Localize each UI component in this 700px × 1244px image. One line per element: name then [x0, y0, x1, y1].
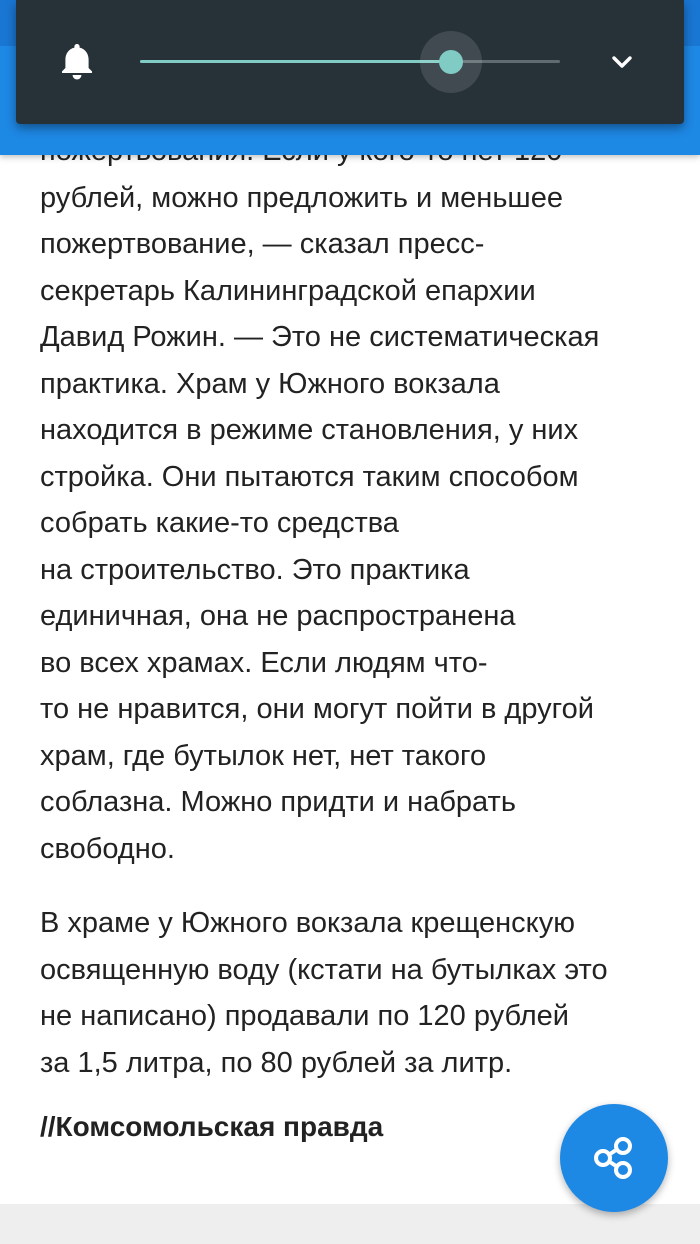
chevron-down-icon[interactable]: [606, 46, 638, 78]
paragraph-line: не написано) продавали по 120 рублей: [40, 1000, 570, 1032]
share-icon: [592, 1136, 636, 1180]
paragraph-line: рублей, можно предложить и меньшее: [40, 181, 563, 214]
article-paragraph: [40, 900, 670, 1086]
article-source: //Комсомольская правда: [40, 1111, 384, 1142]
paragraph-line: находится в режиме становления, у них: [40, 414, 579, 446]
paragraph-line: В храме у Южного вокзала крещенскую: [40, 907, 575, 939]
volume-slider[interactable]: [140, 40, 560, 84]
slider-thumb[interactable]: [439, 50, 463, 74]
paragraph-line: во всех храмах. Если людям что-: [40, 646, 488, 679]
footer-band: [0, 1204, 700, 1244]
paragraph-line: Давид Рожин. — Это не систематическая: [40, 321, 600, 353]
paragraph-line: практика. Храм у Южного вокзала: [40, 367, 500, 400]
paragraph-line: стройка. Они пытаются таким способом: [40, 460, 579, 493]
paragraph-line: то не нравится, они могут пойти в другой: [40, 693, 594, 725]
paragraph-line: соблазна. Можно придти и набрать: [40, 786, 516, 818]
bell-icon[interactable]: [56, 40, 98, 82]
paragraph-line: за 1,5 литра, по 80 рублей за литр.: [40, 1046, 513, 1079]
paragraph-line: единичная, она не распространена: [40, 600, 516, 632]
paragraph-line: освященную воду (кстати на бутылках это: [40, 953, 608, 986]
article-paragraph: [40, 128, 670, 872]
article-body: [40, 128, 670, 1150]
paragraph-line: пожертвование, — сказал пресс-: [40, 228, 485, 260]
share-button[interactable]: [560, 1104, 668, 1212]
paragraph-line: храм, где бутылок нет, нет такого: [40, 739, 487, 772]
slider-fill: [140, 60, 451, 63]
volume-panel: [16, 0, 684, 124]
paragraph-line: свободно.: [40, 832, 175, 865]
paragraph-line: собрать какие-то средства: [40, 507, 399, 539]
paragraph-line: на строительство. Это практика: [40, 553, 470, 586]
paragraph-line: секретарь Калининградской епархии: [40, 274, 536, 307]
